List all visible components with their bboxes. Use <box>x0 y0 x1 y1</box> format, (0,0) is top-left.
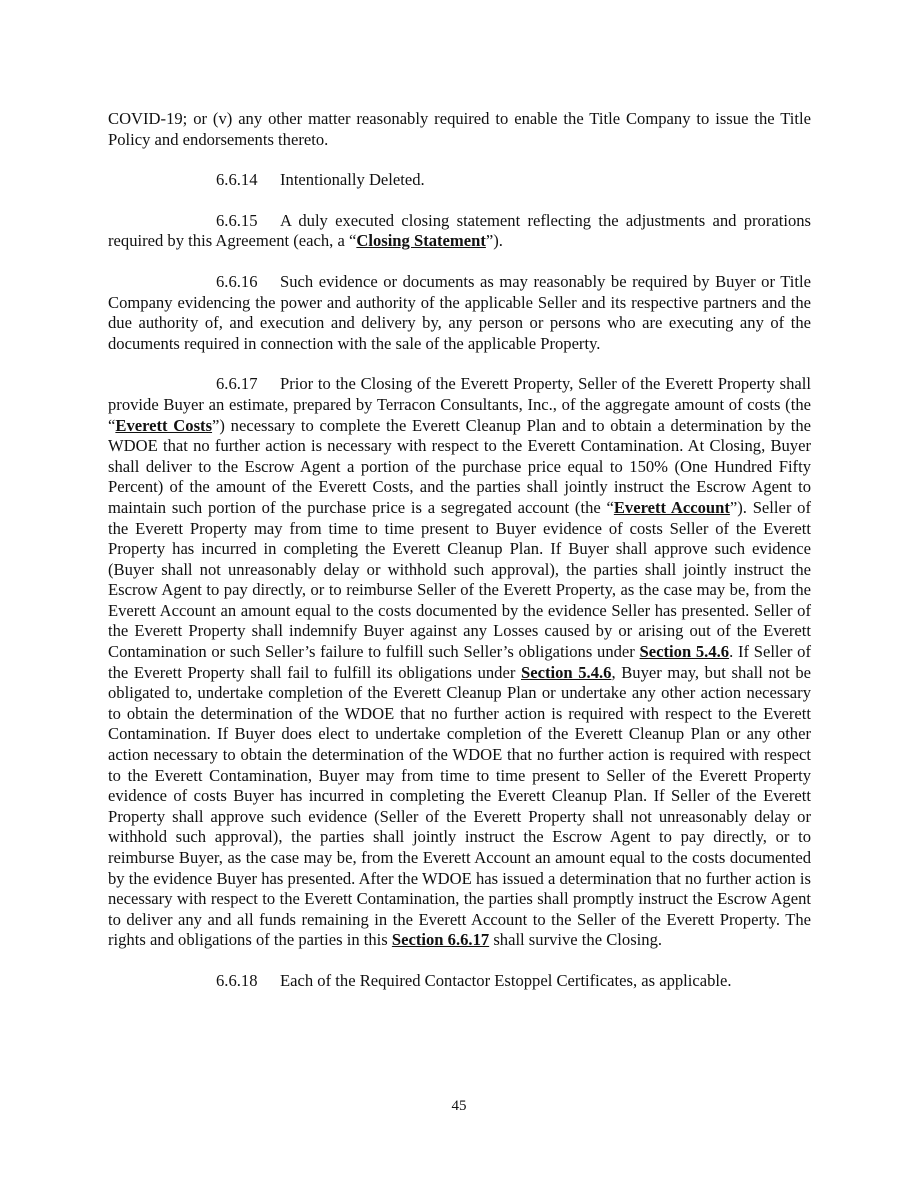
document-body <box>108 109 811 992</box>
paragraph-text: ”). <box>485 231 503 251</box>
paragraph-6-6-18 <box>108 971 811 992</box>
section-reference: Section 5.4.6 <box>521 662 612 682</box>
paragraph-6-6-17 <box>108 374 811 951</box>
defined-term: Everett Account <box>613 497 730 517</box>
section-reference: Section 6.6.17 <box>391 930 490 950</box>
paragraph-6-6-16 <box>108 272 811 354</box>
paragraph-text: Such evidence or documents as may reasonably be required by Buyer or Title Company evidencing the power and authority of the applicable Seller and its respective partners and the due authority of, and execution and delivery by, any person or persons who are executing any of the documents required in connection with the sale of the applicable Property. <box>108 271 811 353</box>
section-number: 6.6.16 <box>216 271 258 291</box>
paragraph-text: COVID-19; or (v) any other matter reasonably required to enable the Title Company to issue the Title Policy and endorsements thereto. <box>108 109 811 149</box>
paragraph-text: Intentionally Deleted. <box>280 170 425 190</box>
defined-term: Closing Statement <box>356 231 486 251</box>
paragraph-text: ”). Seller of the Everett Property may from time to time present to Buyer evidence of costs Seller of the Everett Property has incurred in completing the Everett Cleanup Plan. If Buyer shall approve such evidence (Buyer shall not unreasonably delay or withhold such approval), the parties shall jointly instruct the Escrow Agent to pay directly, or to reimburse Seller of the Everett Property, as the case may be, from the Everett Account an amount equal to the costs documented by the evidence Seller has presented. Seller of the Everett Property shall indemnify Buyer against any Losses caused by or arising out of the Everett Contamination or such Seller’s failure to fulfill such Seller’s obligations under <box>108 497 811 662</box>
paragraph-text: shall survive the Closing. <box>489 930 663 950</box>
paragraph-text: Prior to the Closing of the Everett Property, Seller of the Everett Property shall provide Buyer an estimate, prepared by Terracon Consultants, Inc., of the aggregate amount of costs (the “ <box>108 374 811 435</box>
defined-term: Everett Costs <box>115 415 213 435</box>
section-number: 6.6.18 <box>216 970 258 990</box>
paragraph-continuation <box>108 109 811 150</box>
paragraph-6-6-14 <box>108 170 811 191</box>
section-number: 6.6.17 <box>216 374 258 394</box>
paragraph-text: Each of the Required Contactor Estoppel Certificates, as applicable. <box>280 970 732 990</box>
paragraph-text: . If Seller of the Everett Property shall fail to fulfill its obligations under <box>108 642 811 682</box>
paragraph-text: A duly executed closing statement reflecting the adjustments and prorations required by this Agreement (each, a “ <box>108 210 811 251</box>
section-number: 6.6.15 <box>216 210 258 230</box>
section-number: 6.6.14 <box>216 170 258 190</box>
section-reference: Section 5.4.6 <box>639 642 730 662</box>
paragraph-text: ”) necessary to complete the Everett Cleanup Plan and to obtain a determination by the WDOE that no further action is necessary with respect to the Everett Contamination. At Closing, Buyer shall deliver to the Escrow Agent a portion of the purchase price equal to 150% (One Hundred Fifty Percent) of the amount of the Everett Costs, and the parties shall jointly instruct the Escrow Agent to maintain such portion of the purchase price is a segregated account (the “ <box>108 415 811 517</box>
paragraph-text: , Buyer may, but shall not be obligated to, undertake completion of the Everett Cleanup Plan or undertake any other action necessary to obtain the determination of the WDOE that no further action is required with respect to the Everett Contamination. If Buyer does elect to undertake completion of the Everett Cleanup Plan or any other action necessary to obtain the determination of the WDOE that no further action is required with respect to the Everett Contamination, Buyer may from time to time present to Seller of the Everett Property evidence of costs Buyer has incurred in completing the Everett Cleanup Plan. If Seller of the Everett Property shall approve such evidence (Seller of the Everett Property shall not unreasonably delay or withhold such approval), the parties shall jointly instruct the Escrow Agent to pay directly, or to reimburse Buyer, as the case may be, from the Everett Account an amount equal to the costs documented by the evidence Buyer has presented. After the WDOE has issued a determination that no further action is necessary with respect to the Everett Contamination, the parties shall promptly instruct the Escrow Agent to deliver any and all funds remaining in the Everett Account to the Seller of the Everett Property. The rights and obligations of the parties in this <box>108 662 811 950</box>
paragraph-6-6-15 <box>108 211 811 252</box>
page-number: 45 <box>451 1098 467 1114</box>
